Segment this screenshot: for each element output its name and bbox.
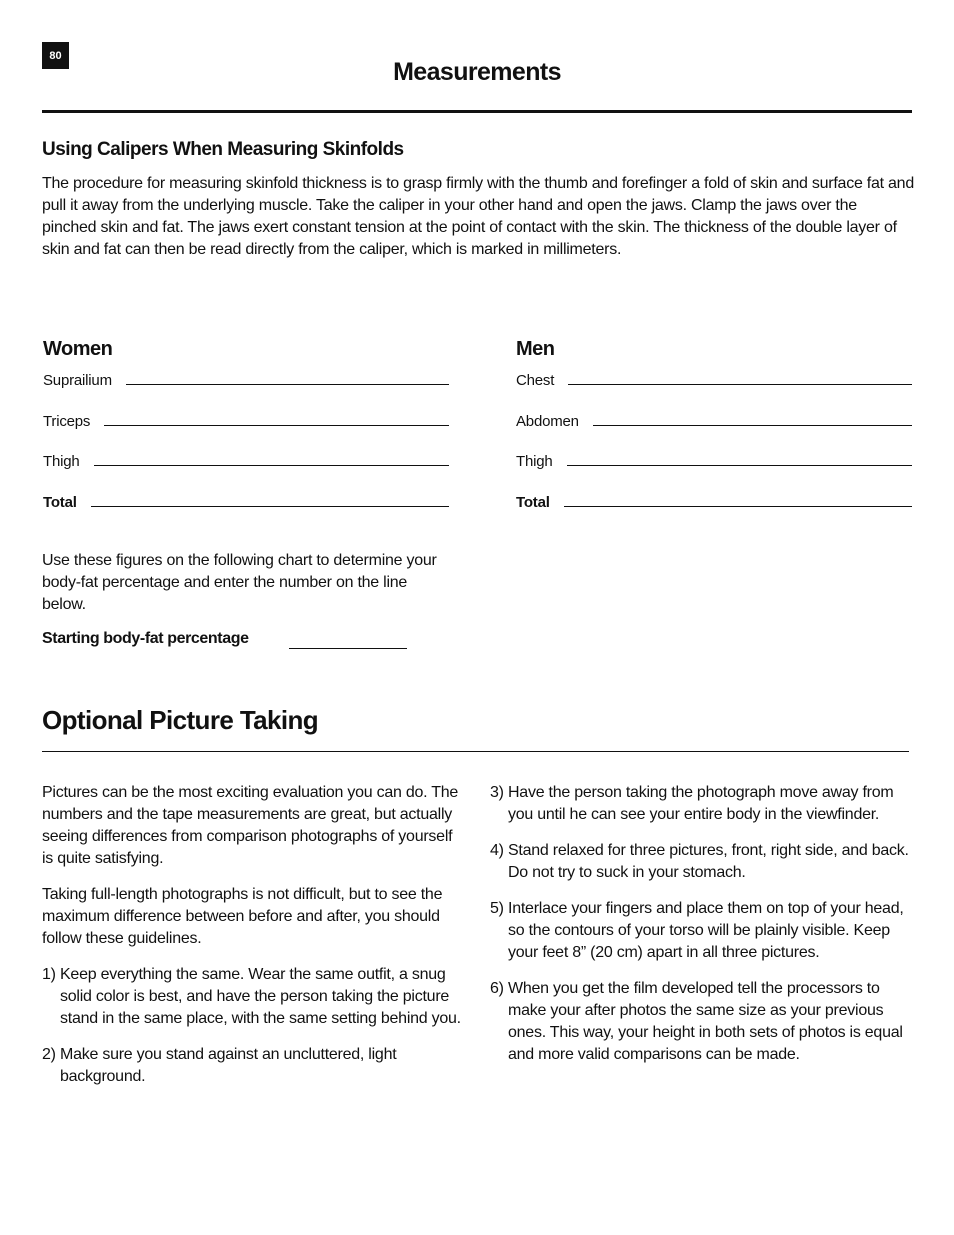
item-text: When you get the film developed tell the processors to make your after photos the same size as your previous ones. This way, your height in both sets of photos is equal and more valid comparisons can be made.	[508, 980, 903, 1063]
item-number: 3)	[490, 784, 504, 801]
skinfolds-paragraph: The procedure for measuring skinfold thickness is to grasp firmly with the thumb and forefinger a fold of skin and surface fat and pull it away from the underlying muscle. Take the caliper in your other hand and open the jaws. Clamp the jaws over the pinched skin and fat. The jaws exert constant tension at the point of contact with the skin. The thickness of the double layer of skin and fat can then be read directly from the caliper, which is marked in millimeters.	[42, 175, 914, 258]
pictures-intro-2: Taking full-length photographs is not difficult, but to see the maximum difference between before and after, you should follow these guidelines.	[42, 886, 443, 947]
total-label: Total	[43, 494, 77, 511]
guideline-item	[42, 1044, 467, 1088]
guideline-item	[490, 782, 915, 826]
women-total-field[interactable]	[43, 494, 449, 511]
title-divider	[42, 110, 912, 113]
entry-line[interactable]	[91, 505, 449, 507]
entry-line[interactable]	[104, 424, 449, 426]
pictures-right-column	[490, 782, 915, 1080]
entry-line[interactable]	[564, 505, 912, 507]
entry-line[interactable]	[568, 383, 912, 385]
item-number: 2)	[42, 1046, 56, 1063]
men-heading: Men	[516, 338, 555, 360]
starting-bodyfat-entry-line[interactable]	[289, 648, 407, 649]
skinfolds-heading: Using Calipers When Measuring Skinfolds	[42, 139, 404, 160]
instructions-text: Use these figures on the following chart to determine your body-fat percentage and enter the number on the line below.	[42, 552, 437, 613]
field-label: Triceps	[43, 413, 91, 430]
field-label: Chest	[516, 372, 555, 389]
pictures-intro-1: Pictures can be the most exciting evaluation you can do. The numbers and the tape measurements are great, but actually seeing differences from comparison photographs of yourself is quite satisfying.	[42, 784, 459, 867]
starting-bodyfat-label: Starting body-fat percentage	[42, 630, 249, 647]
field-label: Thigh	[43, 453, 80, 470]
entry-line[interactable]	[593, 424, 912, 426]
men-total-field[interactable]	[516, 494, 912, 511]
men-abdomen-field[interactable]	[516, 413, 912, 430]
item-text: Make sure you stand against an uncluttered, light background.	[60, 1046, 397, 1085]
field-label: Abdomen	[516, 413, 579, 430]
section-divider	[42, 751, 909, 752]
item-number: 4)	[490, 842, 504, 859]
entry-line[interactable]	[94, 464, 449, 466]
guideline-item	[490, 840, 915, 884]
picture-taking-heading: Optional Picture Taking	[42, 705, 319, 735]
field-label: Thigh	[516, 453, 553, 470]
men-chest-field[interactable]	[516, 372, 912, 389]
item-text: Keep everything the same. Wear the same outfit, a snug solid color is best, and have the person taking the picture stand in the same place, with the same setting behind you.	[60, 966, 461, 1027]
item-number: 6)	[490, 980, 504, 997]
women-suprailium-field[interactable]	[43, 372, 449, 389]
item-number: 5)	[490, 900, 504, 917]
page-title: Measurements	[393, 58, 561, 86]
women-heading: Women	[43, 338, 113, 360]
guideline-item	[490, 978, 915, 1066]
field-label: Suprailium	[43, 372, 112, 389]
pictures-left-column	[42, 782, 467, 1102]
entry-line[interactable]	[126, 383, 449, 385]
guideline-item	[490, 898, 915, 964]
men-thigh-field[interactable]	[516, 453, 912, 470]
item-number: 1)	[42, 966, 56, 983]
item-text: Stand relaxed for three pictures, front, right side, and back. Do not try to suck in your stomach.	[508, 842, 909, 881]
entry-line[interactable]	[567, 464, 912, 466]
women-triceps-field[interactable]	[43, 413, 449, 430]
guideline-item	[42, 964, 467, 1030]
women-thigh-field[interactable]	[43, 453, 449, 470]
item-text: Interlace your fingers and place them on top of your head, so the contours of your torso will be plainly visible. Keep your feet 8” (20 cm) apart in all three pictures.	[508, 900, 904, 961]
item-text: Have the person taking the photograph move away from you until he can see your entire body in the viewfinder.	[508, 784, 894, 823]
total-label: Total	[516, 494, 550, 511]
page-number: 80	[42, 42, 69, 69]
